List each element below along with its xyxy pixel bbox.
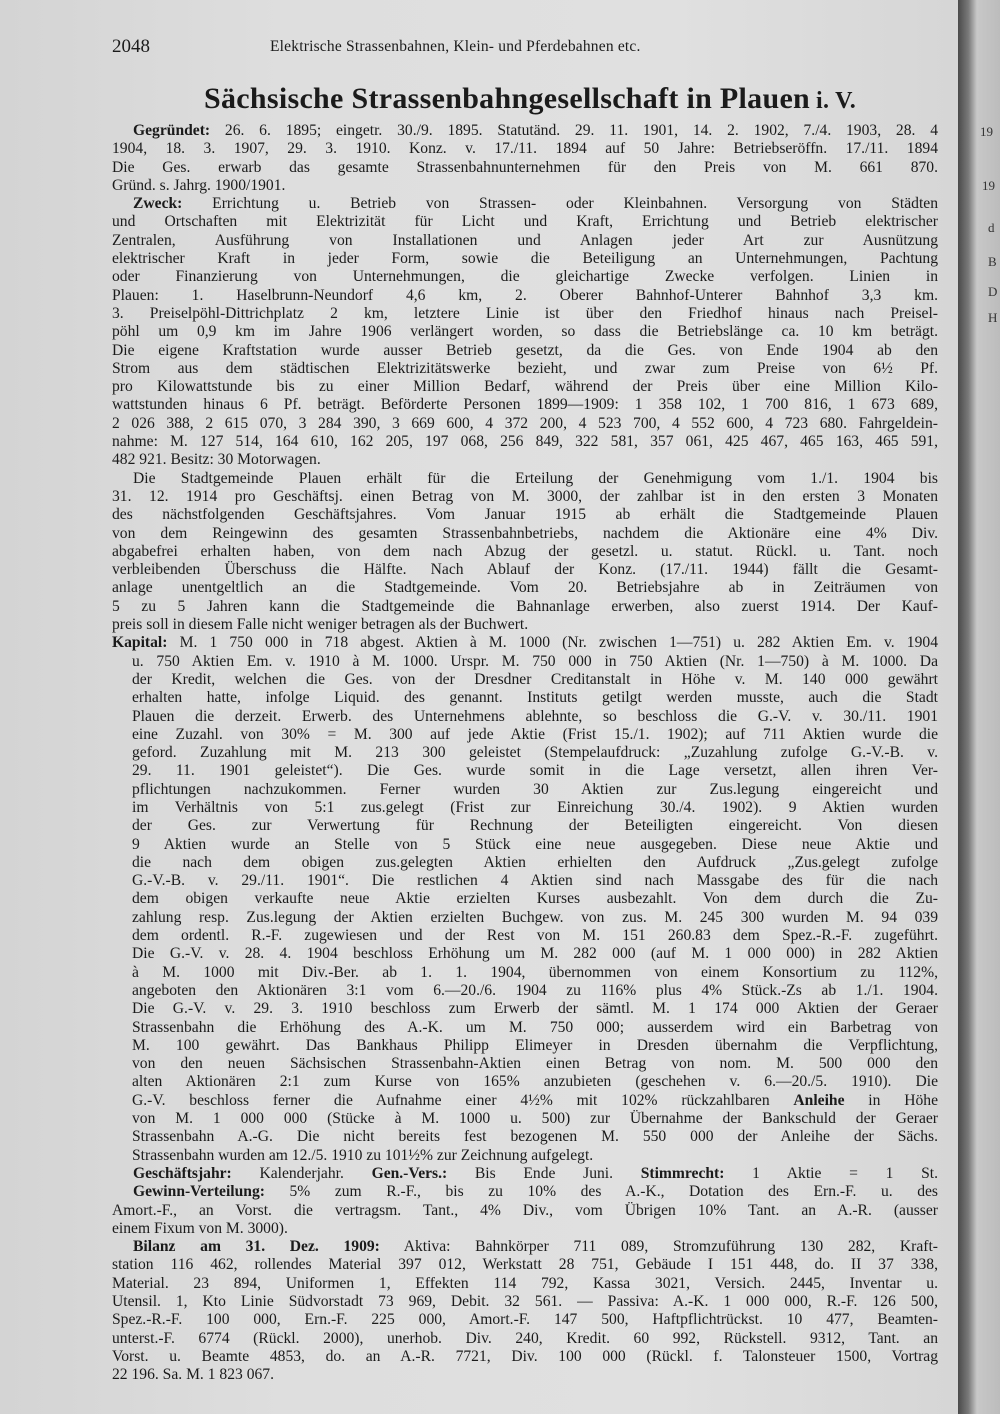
text-line: [112, 982, 938, 1000]
text-line: [112, 250, 938, 268]
text-line: [112, 488, 938, 506]
text-line: [112, 342, 938, 360]
text-segment: von M. 1 000 000 (Stücke à M. 1000 u. 500) zur Übernahme der Bankschuld der Geraer: [132, 1110, 938, 1128]
text-line: [112, 579, 938, 597]
text-segment: unterst.-F. 6774 (Rückl. 2000), unerhob. Div. 240, Kredit. 60 992, Rückstell. 9312, Tant. an: [112, 1329, 938, 1347]
text-segment: 3. Preiselpöhl-Dittrichplatz 2 km, letztere Linie ist über den Friedhof hinaus nach Preisel-: [112, 304, 938, 322]
section-label: Bilanz am 31. Dez. 1909:: [133, 1238, 380, 1256]
text-line: [112, 159, 938, 177]
text-segment: 1904, 18. 3. 1907, 29. 3. 1910. Konz. v. 17./11. 1894 auf 50 Jahre: Betriebseröffn. 17./11. 1894: [112, 140, 938, 158]
text-line: [112, 122, 938, 140]
text-line: [112, 1311, 938, 1329]
text-segment: 31. 12. 1914 pro Geschäftsj. einen Betrag von M. 3000, der zahlbar ist in den ersten 3 Monaten: [112, 487, 938, 505]
text-segment: zahlung resp. Zus.legung der Aktien erzielten Buchgew. von zus. M. 245 300 wurden M. 94 039: [132, 908, 938, 926]
text-line: [112, 1073, 938, 1091]
margin-fragment: B: [988, 254, 997, 269]
text-segment: 1 Aktie = 1 St.: [724, 1164, 938, 1182]
text-line: [112, 964, 938, 982]
text-line: [112, 781, 938, 799]
text-line: [112, 561, 938, 579]
text-line: [112, 378, 938, 396]
text-line: [112, 305, 938, 323]
text-line: [112, 854, 938, 872]
text-line: [112, 671, 938, 689]
text-line: [112, 1293, 938, 1311]
text-segment: 29. 11. 1901 geleistet“). Die Ges. wurde somit in die Lage versetzt, allen ihren Ver-: [132, 762, 938, 780]
margin-fragment: 19: [980, 124, 993, 139]
text-segment: die nach dem obigen zus.gelegten Aktien erhielten den Aufdruck „Zus.gelegt zufolge: [132, 853, 938, 871]
text-line: [112, 1183, 938, 1201]
text-segment: Errichtung u. Betrieb von Strassen- oder Kleinbahnen. Versorgung von Städten: [182, 195, 938, 213]
text-line: [112, 543, 938, 561]
text-segment: 5% zum R.-F., bis zu 10% des A.-K., Dotation des Ern.-F. u. des: [264, 1183, 938, 1201]
text-segment: Aktiva: Bahnkörper 711 089, Stromzuführung 130 282, Kraft-: [379, 1238, 938, 1256]
text-line: [112, 287, 938, 305]
text-segment: in Höhe: [844, 1091, 938, 1109]
text-line: [112, 1128, 938, 1146]
text-segment: alten Aktionären 2:1 zum Kurse von 165% anzubieten (geschehen v. 6.—20./5. 1910). Die: [132, 1073, 938, 1091]
text-segment: 22 196. Sa. M. 1 823 067.: [112, 1366, 275, 1384]
paragraph: [112, 1183, 938, 1238]
text-segment: erhalten hatte, infolge Liquid. des genannt. Instituts getilgt werden musste, auch die Stadt: [132, 689, 938, 707]
text-segment: Strassenbahn wurden am 12./5. 1910 zu 101½% zur Zeichnung aufgelegt.: [132, 1146, 594, 1164]
text-line: [112, 506, 938, 524]
text-segment: nahme: M. 127 514, 164 610, 162 205, 197 068, 256 849, 322 581, 357 061, 425 467, 465 163, 465 591,: [112, 433, 938, 451]
text-line: [112, 415, 938, 433]
text-segment: angeboten den Aktionären 3:1 vom 6.—20./6. 1904 zu 116% plus 4% Stück.-Zs ab 1./1. 1904.: [132, 981, 938, 999]
text-segment: Material. 23 894, Uniformen 1, Effekten 114 792, Kassa 3021, Versich. 2445, Inventar u.: [112, 1274, 938, 1292]
book-binding-edge: [958, 0, 1000, 1414]
text-segment: Amort.-F., an Vorst. die vertragsm. Tant., 4% Div., vom Übrigen 10% Tant. an A.-R. (ausser: [112, 1201, 938, 1219]
paragraph: [112, 1165, 938, 1183]
text-line: [112, 1165, 938, 1183]
text-segment: 482 921. Besitz: 30 Motorwagen.: [112, 451, 321, 469]
section-label: Geschäftsjahr:: [133, 1164, 232, 1182]
text-line: [112, 890, 938, 908]
text-segment: Strassenbahn die Erhöhung des A.-K. um M. 750 000; ausserdem wird ein Barbetrag von: [132, 1018, 938, 1036]
text-line: [112, 817, 938, 835]
text-line: [112, 140, 938, 158]
text-segment: Utensil. 1, Kto Linie Südvorstadt 73 969, Debit. 32 561. — Passiva: A.-K. 1 000 000, R.-F. 126 500,: [112, 1293, 938, 1310]
text-segment: Gründ. s. Jahrg. 1900/1901.: [112, 176, 286, 194]
paragraph: [112, 470, 938, 635]
paragraph: [112, 1238, 938, 1384]
text-segment: Die G.-V. v. 29. 3. 1910 beschloss zum Erwerb der sämtl. M. 1 174 000 Aktien der Geraer: [132, 1000, 938, 1018]
text-segment: der Kredit, welchen die Ges. von der Dresdner Creditanstalt in Höhe v. M. 140 000 gewährt: [132, 670, 938, 688]
running-head: Elektrische Strassenbahnen, Klein- und Pferdebahnen etc.: [270, 38, 641, 55]
text-segment: 2 026 388, 2 615 070, 3 284 390, 3 669 600, 4 372 200, 4 523 700, 4 552 600, 4 723 680. Fahrgeldein-: [112, 414, 938, 432]
text-segment: wattstunden hinaus 6 Pf. beträgt. Beförderte Personen 1899—1909: 1 358 102, 1 700 816, 1 673 689,: [112, 396, 938, 414]
section-label: Zweck:: [133, 195, 183, 213]
text-segment: M. 100 gewährt. Das Bankhaus Philipp Elimeyer in Dresden übernahm die Verpflichtung,: [132, 1036, 938, 1054]
text-segment: Die eigene Kraftstation wurde ausser Betrieb gesetzt, da die Ges. von Ende 1904 ab den: [112, 341, 938, 359]
text-line: [112, 1220, 938, 1238]
paragraph: [112, 195, 938, 469]
text-line: [112, 470, 938, 488]
text-segment: Die G.-V. v. 28. 4. 1904 beschloss Erhöhung um M. 282 000 (auf M. 1 000 000) in 282 Aktien: [132, 945, 938, 963]
text-line: [112, 451, 938, 469]
text-line: [112, 1330, 938, 1348]
text-line: [112, 1019, 938, 1037]
text-line: [112, 433, 938, 451]
text-line: [112, 195, 938, 213]
text-segment: G.-V.-B. v. 29./11. 1901“. Die restlichen 4 Aktien sind nach Massgabe des für die nach: [132, 872, 938, 890]
section-label: Gegründet:: [133, 122, 211, 139]
paragraph: [112, 634, 938, 1165]
text-line: [112, 1000, 938, 1018]
text-segment: pöhl um 0,9 km im Jahre 1906 verlängert worden, so dass die Betriebslänge ca. 10 km beträgt.: [112, 323, 938, 341]
section-label: Gen.-Vers.:: [371, 1164, 448, 1182]
text-segment: 5 zu 5 Jahren kann die Stadtgemeinde die Bahnanlage erwerben, also zuerst 1914. Der Kauf-: [112, 597, 938, 615]
paragraph: [112, 122, 938, 195]
text-segment: Kalenderjahr.: [231, 1164, 372, 1182]
text-segment: abgabefrei erhalten haben, von dem nach Abzug der gesetzl. u. statut. Rückl. u. Tant. noch: [112, 542, 938, 560]
margin-fragment: D: [988, 284, 998, 299]
section-label: Anleihe: [793, 1091, 845, 1109]
text-line: [112, 1037, 938, 1055]
text-line: [112, 1238, 938, 1256]
text-segment: von den neuen Sächsischen Strassenbahn-Aktien einen Betrag von nom. M. 500 000 den: [132, 1055, 938, 1073]
text-line: [112, 1202, 938, 1220]
text-line: [112, 653, 938, 671]
text-line: [112, 323, 938, 341]
text-line: [112, 1110, 938, 1128]
text-line: [112, 213, 938, 231]
section-label: Stimmrecht:: [640, 1164, 725, 1182]
text-line: [112, 634, 938, 652]
text-line: [112, 232, 938, 250]
text-segment: à M. 1000 mit Div.-Ber. ab 1. 1. 1904, übernommen von einem Konsortium zu 112%,: [132, 963, 938, 981]
text-line: [112, 1275, 938, 1293]
text-segment: Strassenbahn A.-G. Die nicht bereits fest bezogenen M. 550 000 der Anleihe der Sächs.: [132, 1128, 938, 1146]
text-segment: des nächstfolgenden Geschäftsjahres. Vom Januar 1915 ab erhält die Stadtgemeinde Plauen: [112, 506, 938, 524]
text-line: [112, 1092, 938, 1110]
text-segment: Plauen: 1. Haselbrunn-Neundorf 4,6 km, 2. Oberer Bahnhof-Unterer Bahnhof 3,3 km.: [112, 286, 938, 304]
title-main: Sächsische Strassenbahngesellschaft in Plauen: [203, 82, 811, 115]
text-segment: der Ges. zur Verwertung für Rechnung der Beteiligten eingereicht. Von diesen: [132, 817, 938, 835]
text-segment: und Ortschaften mit Elektrizität für Licht und Kraft, Errichtung und Betrieb elektrischer: [112, 213, 938, 231]
text-segment: 9 Aktien wurde an Stelle von 5 Stück eine neue ausgegeben. Diese neue Aktie und: [132, 835, 938, 853]
text-segment: preis soll in diesem Falle nicht weniger betragen als der Buchwert.: [112, 616, 529, 634]
text-line: [112, 598, 938, 616]
margin-fragment: d: [988, 220, 995, 235]
text-segment: pflichtungen nachzukommen. Ferner wurden 30 Aktien zur Zus.legung eingereicht und: [132, 780, 938, 798]
text-segment: pro Kilowattstunde bis zu einer Million Bedarf, während der Preis über eine Million Kilo-: [112, 378, 938, 396]
section-label: Kapital:: [112, 634, 168, 652]
text-segment: station 116 462, rollendes Material 397 012, Werkstatt 28 751, Gebäude I 151 448, do. II 37 338,: [112, 1256, 938, 1274]
text-segment: einem Fixum von M. 3000).: [112, 1219, 288, 1237]
text-segment: elektrischer Kraft in jeder Form, sowie die Beteiligung an Unternehmungen, Pachtung: [112, 250, 938, 268]
text-line: [112, 1366, 938, 1384]
text-segment: geford. Zuzahlung mit M. 213 300 geleistet (Stempelaufdruck: „Zuzahlung zufolge G.-V.-B. v.: [132, 744, 938, 762]
text-segment: u. 750 Aktien Em. v. 1910 à M. 1000. Urspr. M. 750 000 in 750 Aktien (Nr. 1—750) à M. 1000. Da: [132, 652, 938, 670]
margin-fragment: 19: [982, 178, 995, 193]
text-line: [112, 396, 938, 414]
text-segment: anlage unentgeltlich an die Stadtgemeinde. Vom 20. Betriebsjahre ab in Zeiträumen von: [112, 579, 938, 597]
text-line: [112, 360, 938, 378]
text-line: [112, 616, 938, 634]
text-line: [112, 177, 938, 195]
text-line: [112, 689, 938, 707]
text-segment: Vorst. u. Beamte 4853, do. an A.-R. 7721, Div. 100 000 (Rückl. f. Talonsteuer 1500, Vortrag: [112, 1347, 938, 1365]
text-segment: Plauen die derzeit. Erwerb. des Unternehmens ablehnte, so beschloss die G.-V. v. 30./11. 1901: [132, 707, 938, 725]
text-segment: dem ordentl. R.-F. zugewiesen und der Rest von M. 151 260.83 dem Spez.-R.-F. zugeführt.: [132, 927, 938, 945]
title-suffix: i. V.: [816, 88, 857, 114]
text-line: [112, 945, 938, 963]
text-segment: Die Ges. erwarb das gesamte Strassenbahnunternehmen für den Preis von M. 661 870.: [112, 158, 938, 176]
text-segment: G.-V. beschloss ferner die Aufnahme einer 4½% mit 102% rückzahlbaren: [132, 1091, 794, 1109]
text-line: [112, 927, 938, 945]
text-line: [112, 1348, 938, 1366]
text-segment: M. 1 750 000 in 718 abgest. Aktien à M. 1000 (Nr. zwischen 1—751) u. 282 Aktien Em. v. 1904: [167, 634, 938, 652]
text-segment: Spez.-R.-F. 100 000, Ern.-F. 225 000, Amort.-F. 147 500, Haftpflichtrückst. 10 477, Beamten-: [112, 1311, 938, 1329]
text-line: [112, 799, 938, 817]
text-segment: 26. 6. 1895; eingetr. 30./9. 1895. Statutänd. 29. 11. 1901, 14. 2. 1902, 7./4. 1903, 28. 4: [210, 122, 938, 139]
text-line: [112, 744, 938, 762]
text-line: [112, 268, 938, 286]
page-number: 2048: [112, 36, 150, 57]
page-title: [0, 82, 1000, 116]
text-segment: dem obigen verkaufte neue Aktie erzielten Kurses ausbezahlt. Von dem durch die Zu-: [132, 890, 938, 908]
text-line: [112, 1256, 938, 1274]
text-line: [112, 726, 938, 744]
document-body: [112, 122, 938, 1384]
text-segment: verbleibenden Überschuss die Hälfte. Nach Ablauf der Konz. (17./11. 1944) fällt die Gesamt-: [112, 561, 938, 579]
text-segment: Zentralen, Ausführung von Installationen und Anlagen jeder Art zur Ausnützung: [112, 231, 938, 249]
text-segment: Die Stadtgemeinde Plauen erhält für die Erteilung der Genehmigung vom 1./1. 1904 bis: [133, 469, 938, 487]
text-line: [112, 525, 938, 543]
text-line: [112, 836, 938, 854]
text-segment: Strom aus dem städtischen Elektrizitätswerke bezieht, und zwar zum Preise von 6½ Pf.: [112, 359, 938, 377]
text-segment: Bis Ende Juni.: [447, 1164, 641, 1182]
text-segment: eine Zuzahl. von 30% = M. 300 auf jede Aktie (Frist 15./1. 1902); auf 711 Aktien wurde die: [132, 725, 938, 743]
margin-fragment: H: [988, 310, 998, 325]
text-segment: oder Finanzierung von Unternehmungen, die gleichartige Zwecke verfolgen. Linien in: [112, 268, 938, 286]
text-line: [112, 1055, 938, 1073]
text-line: [112, 708, 938, 726]
text-line: [112, 909, 938, 927]
text-segment: im Verhältnis von 5:1 zus.gelegt (Frist zur Einreichung 30./4. 1902). 9 Aktien wurden: [132, 798, 938, 816]
text-line: [112, 762, 938, 780]
text-line: [112, 872, 938, 890]
section-label: Gewinn-Verteilung:: [133, 1183, 265, 1201]
text-segment: von dem Reingewinn des gesamten Strassenbahnbetriebs, nachdem die Aktionäre eine 4% Div.: [112, 524, 938, 542]
text-line: [112, 1147, 938, 1165]
